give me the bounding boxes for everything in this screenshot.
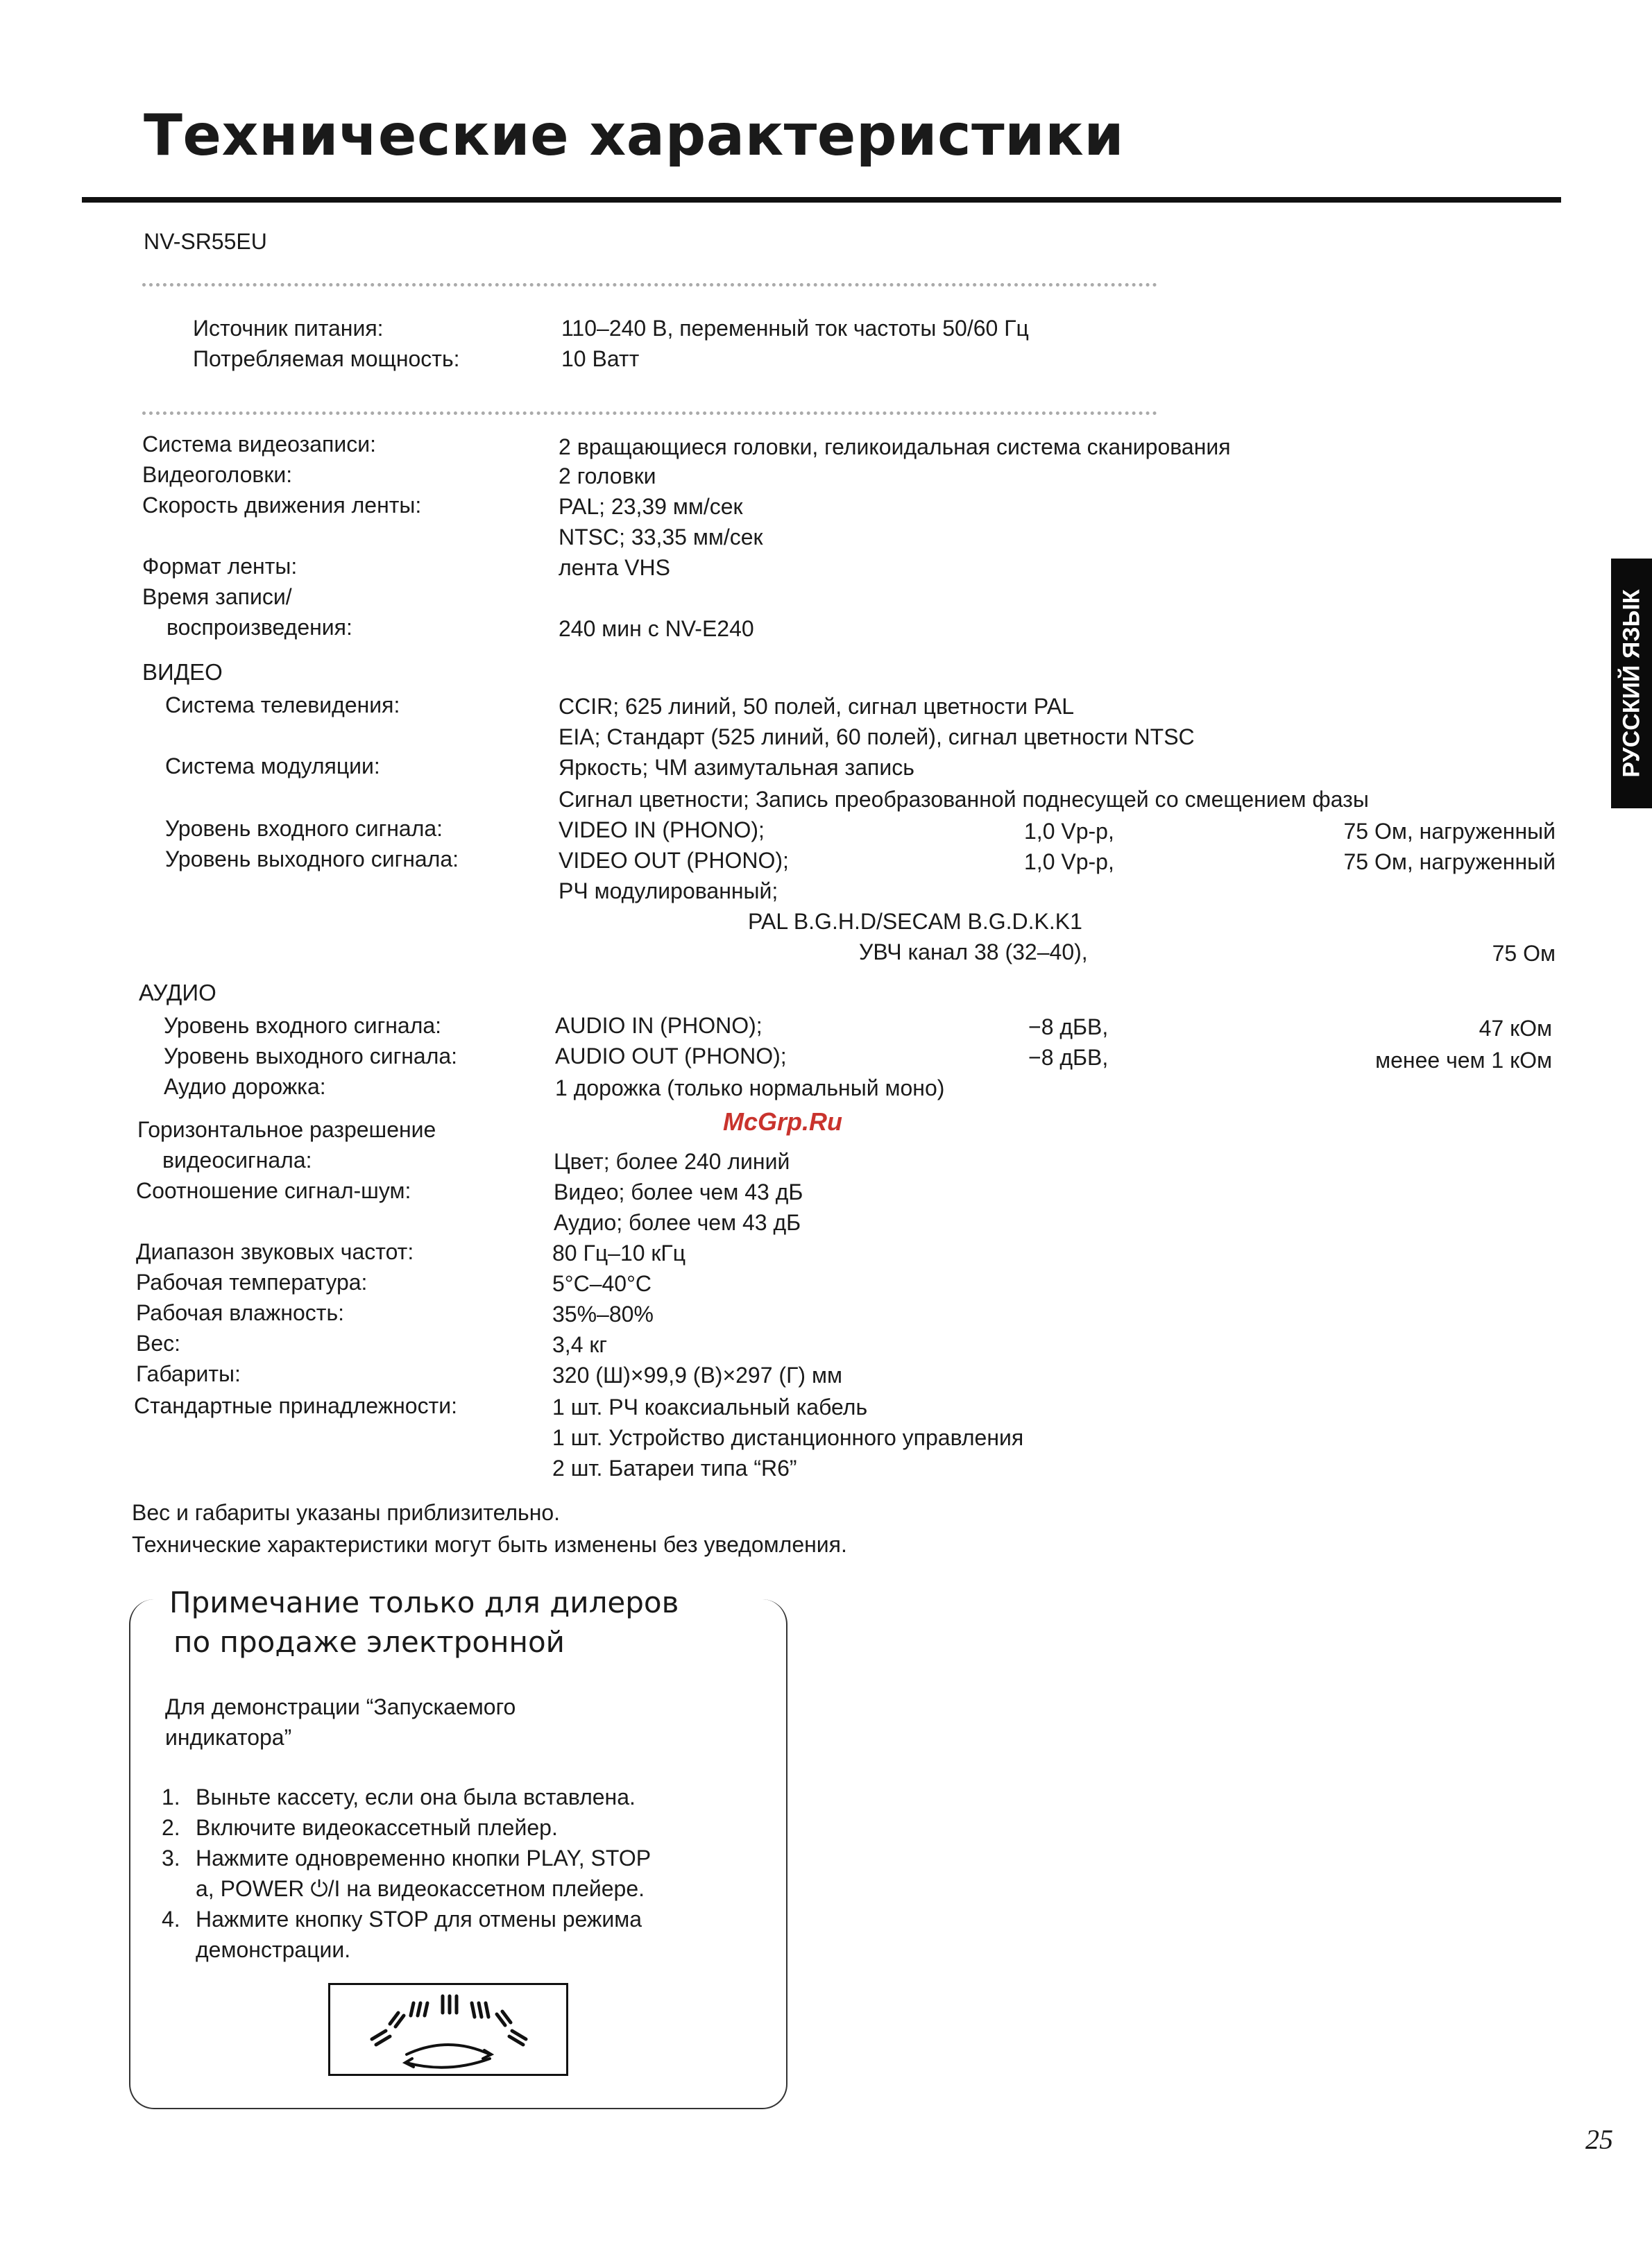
audio-in-level: −8 дБВ, bbox=[1028, 1014, 1109, 1039]
temp-value: 5°C–40°C bbox=[552, 1271, 652, 1296]
video-mod-2: Сигнал цветности; Запись преобразованной поднесущей со смещением фазы bbox=[559, 787, 1369, 812]
spec-label: Формат ленты: bbox=[142, 554, 298, 579]
page-number: 25 bbox=[1585, 2124, 1613, 2155]
spec-value: NTSC; 33,35 мм/сек bbox=[559, 525, 763, 550]
spec-label: Система видеозаписи: bbox=[142, 432, 376, 457]
dealer-note-intro-1: Для демонстрации “Запускаемого bbox=[165, 1694, 516, 1719]
step-number: 2. bbox=[162, 1815, 180, 1840]
spec-label: Скорость движения ленты: bbox=[142, 493, 422, 518]
model-number: NV-SR55EU bbox=[144, 229, 267, 254]
video-in-load: 75 Ом, нагруженный bbox=[1343, 819, 1556, 844]
video-in-label: Уровень входного сигнала: bbox=[165, 816, 443, 841]
spec-value: 240 мин с NV-E240 bbox=[559, 616, 754, 641]
video-heading: ВИДЕО bbox=[142, 659, 223, 685]
demo-indicator-illustration bbox=[328, 1983, 568, 2076]
step-text: Нажмите кнопку STOP для отмены режима bbox=[196, 1907, 642, 1932]
video-out-level: 1,0 Vp-p, bbox=[1024, 849, 1114, 874]
footnote-2: Технические характеристики могут быть изменены без уведомления. bbox=[132, 1532, 847, 1557]
spec-value: 2 вращающиеся головки, геликоидальная система сканирования bbox=[559, 434, 1231, 459]
step-text: а, POWER ⏻/I на видеокассетном плейере. bbox=[196, 1876, 645, 1901]
spec-value: лента VHS bbox=[559, 555, 670, 580]
spec-value: PAL; 23,39 мм/сек bbox=[559, 494, 743, 519]
spec-value: 2 головки bbox=[559, 463, 656, 488]
video-tv-label: Система телевидения: bbox=[165, 692, 400, 717]
video-out-label: Уровень выходного сигнала: bbox=[165, 846, 459, 871]
temp-label: Рабочая температура: bbox=[136, 1270, 368, 1295]
video-mod-1: Яркость; ЧМ азимутальная запись bbox=[559, 755, 914, 780]
spec-label: воспроизведения: bbox=[167, 615, 352, 640]
video-rf-label: РЧ модулированный; bbox=[559, 878, 778, 903]
dim-label: Габариты: bbox=[136, 1361, 241, 1386]
snr-audio: Аудио; более чем 43 дБ bbox=[554, 1210, 801, 1235]
spec-label: Видеоголовки: bbox=[142, 462, 293, 487]
audio-track-label: Аудио дорожка: bbox=[164, 1074, 326, 1099]
freq-value: 80 Гц–10 кГц bbox=[552, 1241, 686, 1266]
watermark: McGrp.Ru bbox=[723, 1107, 843, 1136]
step-text: Выньте кассету, если она была вставлена. bbox=[196, 1785, 636, 1810]
language-tab bbox=[1611, 559, 1652, 808]
freq-label: Диапазон звуковых частот: bbox=[136, 1239, 414, 1264]
snr-video: Видео; более чем 43 дБ bbox=[554, 1180, 803, 1204]
spec-label: Время записи/ bbox=[142, 584, 292, 609]
audio-in-load: 47 кОм bbox=[1479, 1016, 1552, 1041]
step-number: 3. bbox=[162, 1846, 180, 1871]
step-text: Включите видеокассетный плейер. bbox=[196, 1815, 558, 1840]
acc-1: 1 шт. РЧ коаксиальный кабель bbox=[552, 1395, 868, 1420]
page-title: Технические характеристики bbox=[144, 103, 1125, 169]
video-in-level: 1,0 Vp-p, bbox=[1024, 819, 1114, 844]
audio-out-level: −8 дБВ, bbox=[1028, 1045, 1109, 1070]
language-tab-label: РУССКИЙ ЯЗЫК bbox=[1618, 589, 1644, 778]
video-tv-1: CCIR; 625 линий, 50 полей, сигнал цветности PAL bbox=[559, 694, 1074, 719]
footnote-1: Вес и габариты указаны приблизительно. bbox=[132, 1500, 561, 1525]
video-mod-label: Система модуляции: bbox=[165, 753, 380, 778]
acc-label: Стандартные принадлежности: bbox=[134, 1393, 457, 1418]
acc-2: 1 шт. Устройство дистанционного управления bbox=[552, 1425, 1024, 1450]
audio-in-value: AUDIO IN (PHONO); bbox=[555, 1013, 763, 1038]
video-tv-2: EIA; Стандарт (525 линий, 60 полей), сигнал цветности NTSC bbox=[559, 724, 1195, 749]
hres-value: Цвет; более 240 линий bbox=[554, 1149, 790, 1174]
step-text: демонстрации. bbox=[196, 1937, 351, 1962]
dealer-note-intro-2: индикатора” bbox=[165, 1725, 292, 1750]
power-value-1: 10 Ватт bbox=[561, 346, 640, 371]
snr-label: Соотношение сигнал-шум: bbox=[136, 1178, 411, 1203]
audio-out-value: AUDIO OUT (PHONO); bbox=[555, 1044, 787, 1068]
audio-in-label: Уровень входного сигнала: bbox=[164, 1013, 442, 1038]
audio-heading: АУДИО bbox=[139, 980, 216, 1005]
step-text: Нажмите одновременно кнопки PLAY, STOP bbox=[196, 1846, 652, 1871]
weight-label: Вес: bbox=[136, 1331, 181, 1356]
weight-value: 3,4 кг bbox=[552, 1332, 608, 1357]
acc-3: 2 шт. Батареи типа “R6” bbox=[552, 1456, 797, 1481]
title-rule bbox=[82, 197, 1561, 203]
dealer-note-title-2: по продаже электронной bbox=[173, 1625, 565, 1659]
video-rf-channel: УВЧ канал 38 (32–40), bbox=[859, 939, 1088, 964]
power-label-1: Потребляемая мощность: bbox=[193, 346, 460, 371]
power-label-0: Источник питания: bbox=[193, 316, 384, 341]
indicator-icon bbox=[330, 1985, 566, 2074]
video-in-value: VIDEO IN (PHONO); bbox=[559, 817, 765, 842]
power-value-0: 110–240 В, переменный ток частоты 50/60 Гц bbox=[561, 316, 1029, 341]
video-rf-standard: PAL B.G.H.D/SECAM B.G.D.K.K1 bbox=[748, 909, 1082, 934]
hum-label: Рабочая влажность: bbox=[136, 1300, 345, 1325]
video-rf-load: 75 Ом bbox=[1492, 941, 1556, 966]
audio-out-label: Уровень выходного сигнала: bbox=[164, 1044, 458, 1068]
dim-value: 320 (Ш)×99,9 (В)×297 (Г) мм bbox=[552, 1363, 842, 1388]
audio-track-value: 1 дорожка (только нормальный моно) bbox=[555, 1075, 945, 1100]
hres-label-2: видеосигнала: bbox=[162, 1148, 312, 1173]
video-out-value: VIDEO OUT (PHONO); bbox=[559, 848, 789, 873]
dealer-note-title-1: Примечание только для дилеров bbox=[165, 1585, 683, 1619]
hum-value: 35%–80% bbox=[552, 1302, 654, 1327]
video-out-load: 75 Ом, нагруженный bbox=[1343, 849, 1556, 874]
audio-out-load: менее чем 1 кОм bbox=[1375, 1048, 1552, 1073]
hres-label-1: Горизонтальное разрешение bbox=[137, 1117, 436, 1142]
step-number: 1. bbox=[162, 1785, 180, 1810]
step-number: 4. bbox=[162, 1907, 180, 1932]
